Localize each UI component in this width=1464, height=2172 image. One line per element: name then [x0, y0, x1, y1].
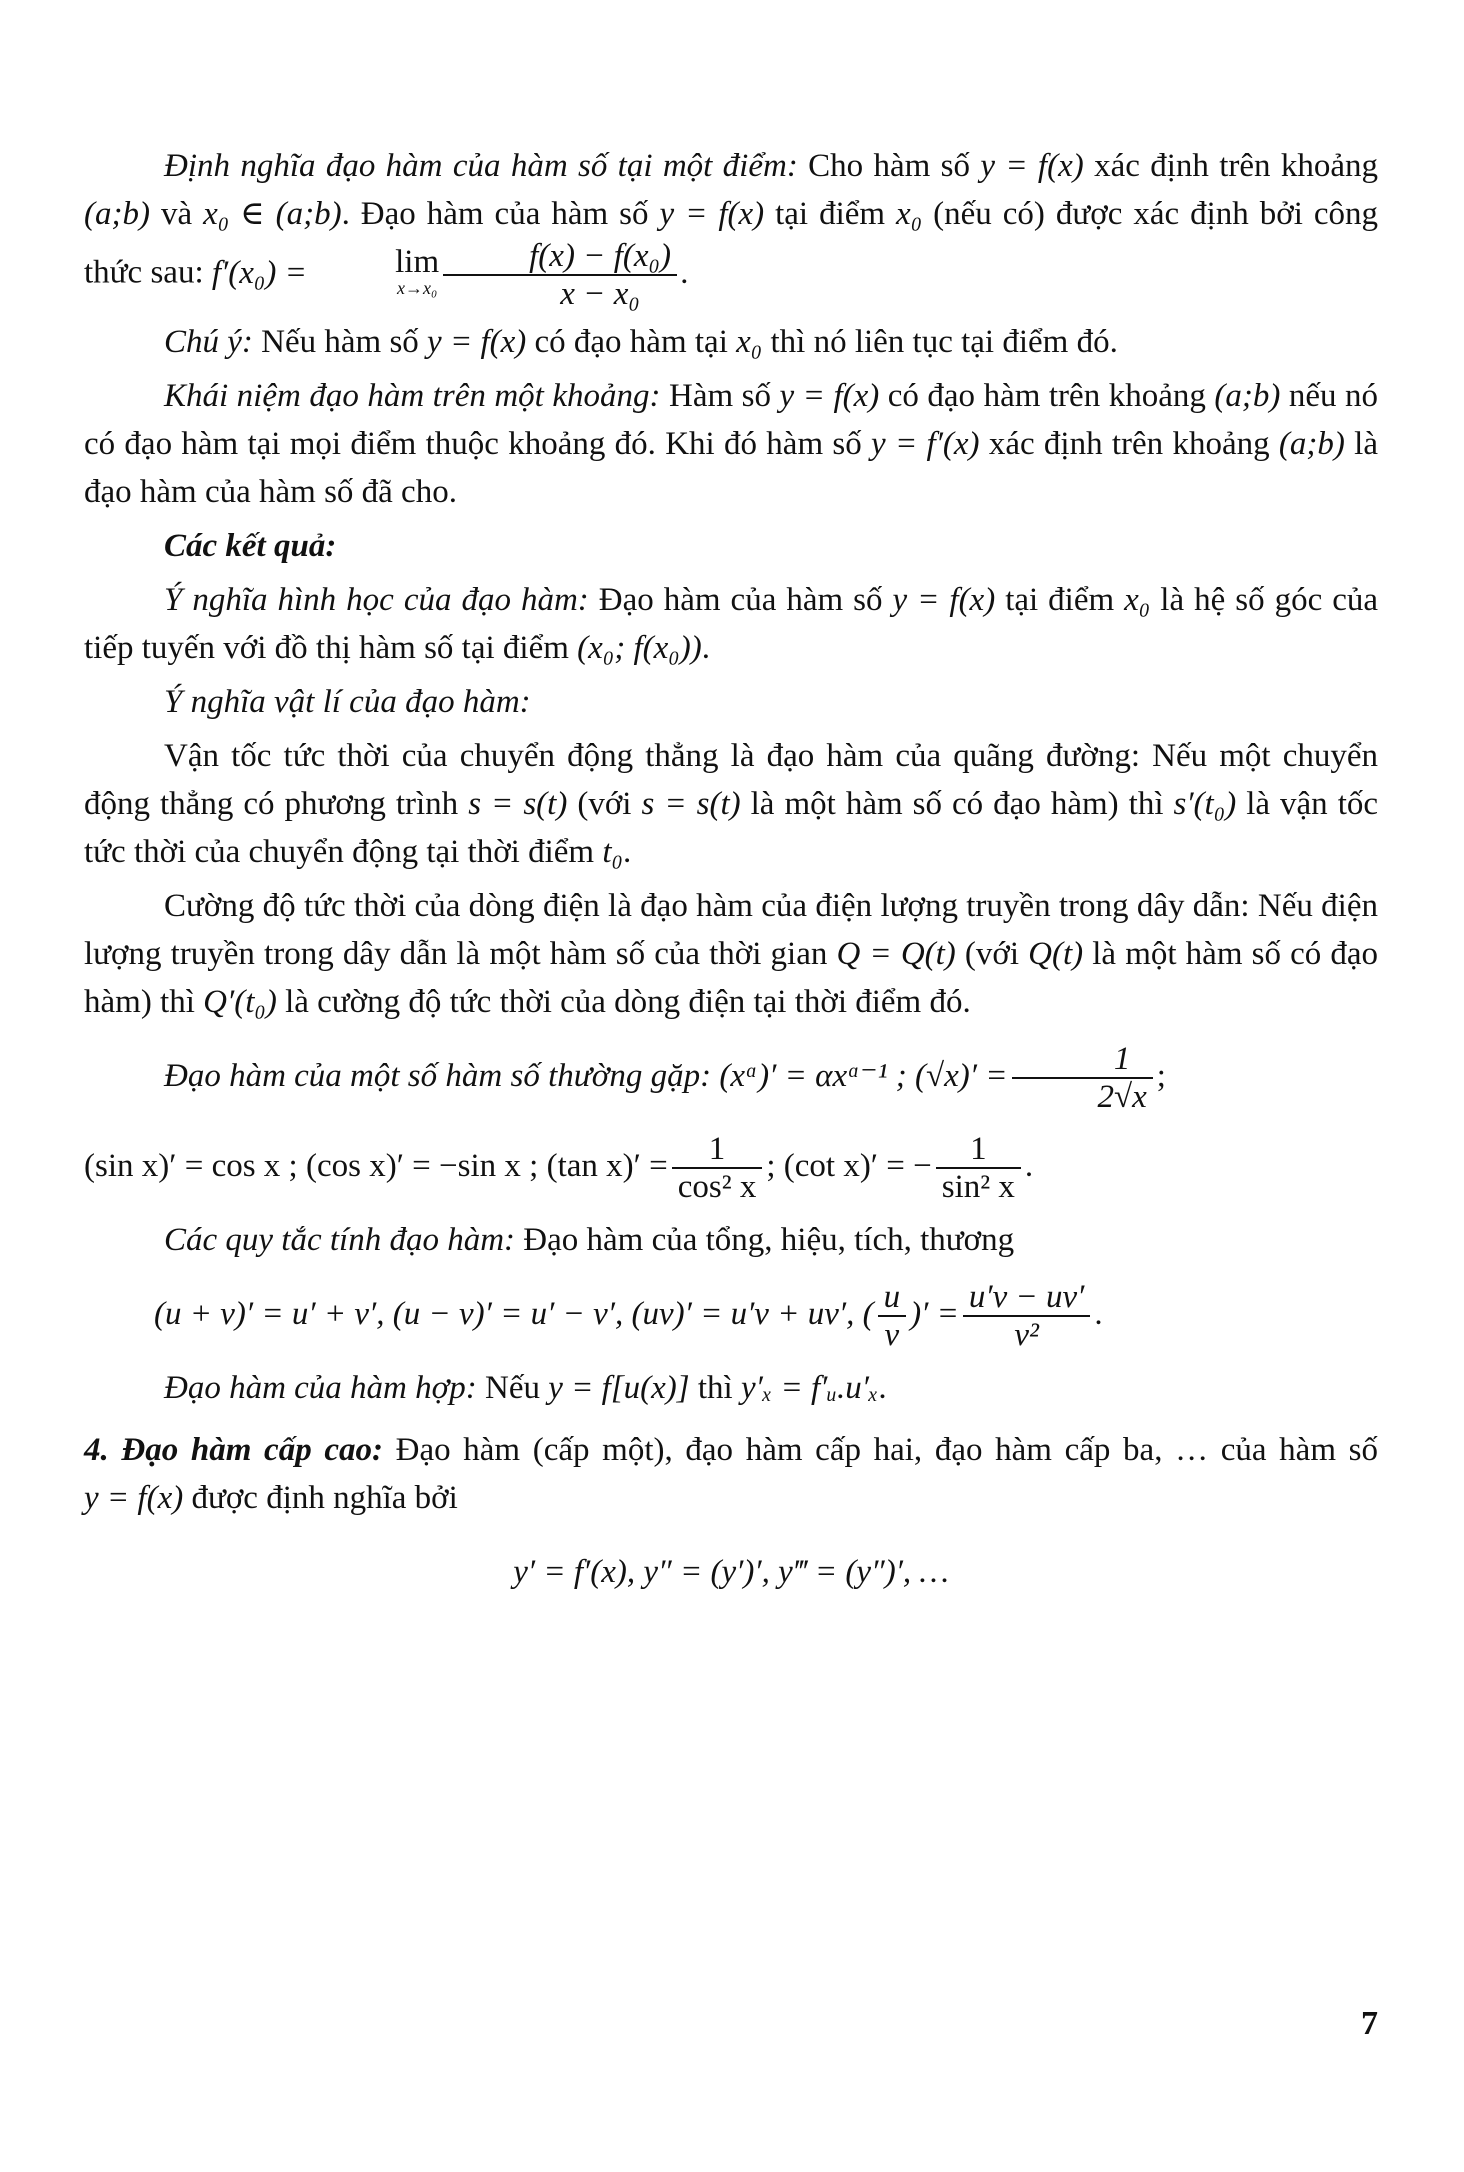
- definition-lead: Định nghĩa đạo hàm của hàm số tại một điểm:: [164, 148, 798, 184]
- difference-quotient: $\frac{\text{f(x) − f(x₀)}}{\text{x − x₀}}$: [443, 238, 677, 312]
- higher-order-formula: y′ = f′(x), y″ = (y′)′, y‴ = (y″)′, …: [513, 1554, 949, 1590]
- page-number: 7: [1361, 2005, 1378, 2042]
- higher-order-derivatives: 4. Đạo hàm cấp cao: Đạo hàm (cấp một), đạo hàm cấp hai, đạo hàm cấp ba, … của hàm số y = f(x) được định nghĩa bởi: [84, 1432, 1378, 1516]
- derivative-formula: f′(x₀) = lim x→x₀ $\frac{\text{f(x) − f(x₀)}}{\text{x − x₀}}$ .: [211, 238, 690, 312]
- geometric-meaning: Ý nghĩa hình học của đạo hàm: Đạo hàm của hàm số y = f(x) tại điểm x₀ là hệ số góc của tiếp tuyến với đồ thị hàm số tại điểm (x₀; f(x₀)).: [84, 582, 1378, 666]
- rules-formula: (u + v)′ = u′ + v′, (u − v)′ = u′ − v′, (uv)′ = u′v + uv′, ( $\frac{u}{v}$ )′ = $\frac{u'v - uv'}{\text{v²}}$ .: [154, 1279, 1103, 1354]
- results-heading: Các kết quả:: [164, 528, 337, 564]
- physics-heading: Ý nghĩa vật lí của đạo hàm:: [164, 684, 531, 720]
- derivative-on-interval: Khái niệm đạo hàm trên một khoảng: Hàm số y = f(x) có đạo hàm trên khoảng (a;b) nếu nó có đạo hàm tại mọi điểm thuộc khoảng đó. Khi đó hàm số y = f′(x) xác định trên khoảng (a;b) là đạo hàm của hàm số đã cho.: [84, 378, 1378, 510]
- derivative-at-point-definition: Định nghĩa đạo hàm của hàm số tại một điểm: Cho hàm số y = f(x) xác định trên khoảng (a;b) và x₀ ∈ (a;b). Đạo hàm của hàm số y = f(x) tại điểm x₀ (nếu có) được xác định bởi công thức sau: f′(x₀) = lim x→x₀ $\frac{\text{f(x) − f(x₀)}}{\text{x − x₀}}$ .: [84, 148, 1379, 312]
- chain-rule: Đạo hàm của hàm hợp: Nếu y = f[u(x)] thì y′ₓ = f′ᵤ.u′ₓ.: [164, 1370, 887, 1406]
- trig-derivatives: (sin x)′ = cos x ; (cos x)′ = −sin x ; (tan x)′ = $\frac{1}{\text{cos² x}}$ ; (cot x)′ = − $\frac{1}{\text{sin² x}}$ .: [84, 1131, 1034, 1206]
- velocity-paragraph: Vận tốc tức thời của chuyển động thẳng là đạo hàm của quãng đường: Nếu một chuyển động thẳng có phương trình s = s(t) (với s = s(t) là một hàm số có đạo hàm) thì s′(t₀) là vận tốc tức thời của chuyển động tại thời điểm t₀.: [84, 738, 1379, 870]
- note-paragraph: Chú ý: Nếu hàm số y = f(x) có đạo hàm tại x₀ thì nó liên tục tại điểm đó.: [164, 324, 1118, 360]
- current-paragraph: Cường độ tức thời của dòng điện là đạo hàm của điện lượng truyền trong dây dẫn: Nếu điện lượng truyền trong dây dẫn là một hàm số của thời gian Q = Q(t) (với Q(t) là một hàm số có đạo hàm) thì Q′(t₀) là cường độ tức thời của dòng điện tại thời điểm đó.: [84, 888, 1378, 1020]
- limit: lim x→x₀: [395, 244, 440, 298]
- common-derivatives: Đạo hàm của một số hàm số thường gặp: (xᵅ)′ = αxᵅ⁻¹ ; (√x)′ = $\frac{1}{2√x}$ ;: [164, 1041, 1166, 1116]
- derivative-rules: Các quy tắc tính đạo hàm: Đạo hàm của tổng, hiệu, tích, thương: [164, 1222, 1015, 1258]
